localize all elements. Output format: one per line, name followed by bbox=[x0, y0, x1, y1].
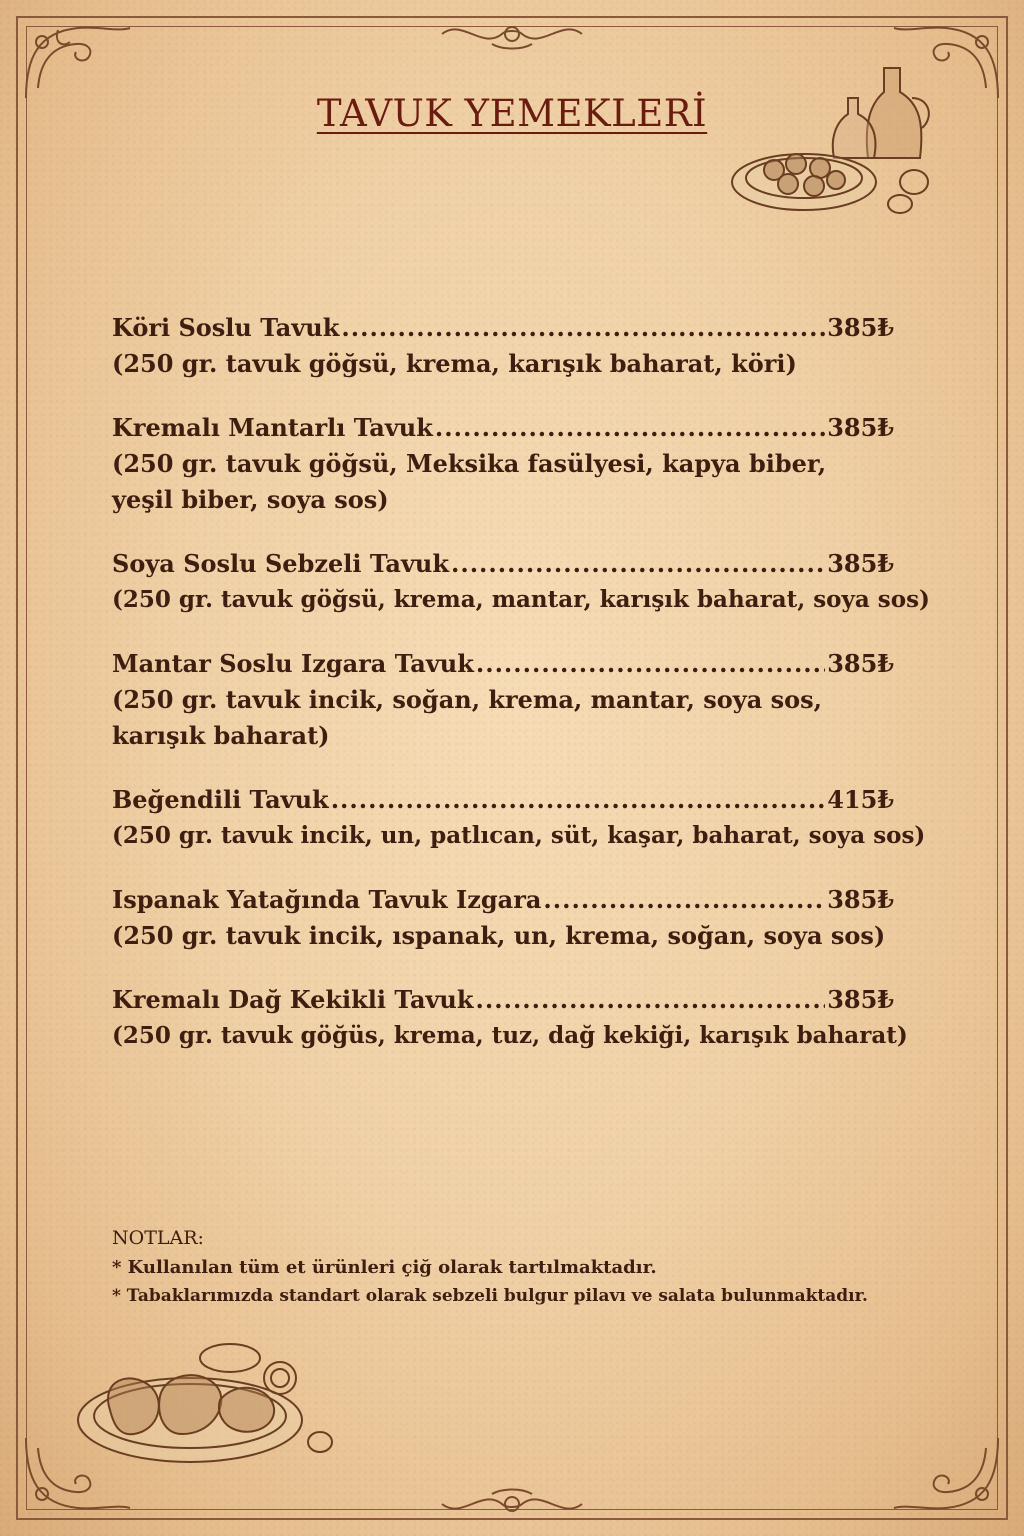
menu-item-line bbox=[112, 546, 894, 582]
note-line: * Kullanılan tüm et ürünleri çiğ olarak tartılmaktadır. bbox=[112, 1257, 657, 1278]
menu-item-price: 385₺ bbox=[827, 413, 894, 442]
menu-item-name: Soya Soslu Sebzeli Tavuk bbox=[112, 549, 449, 578]
menu-item-description: (250 gr. tavuk göğsü, krema, karışık baharat, köri) bbox=[112, 349, 797, 378]
menu-item-line bbox=[112, 310, 894, 346]
menu-list bbox=[112, 310, 932, 1082]
menu-item-price: 415₺ bbox=[827, 785, 894, 814]
menu-item-price: 385₺ bbox=[827, 985, 894, 1014]
menu-item bbox=[112, 782, 932, 854]
menu-item bbox=[112, 882, 932, 954]
menu-item-line bbox=[112, 782, 894, 818]
menu-item-name: Mantar Soslu Izgara Tavuk bbox=[112, 649, 474, 678]
dot-leader bbox=[451, 546, 825, 582]
dot-leader bbox=[435, 410, 825, 446]
dot-leader bbox=[341, 310, 825, 346]
top-center-flourish-icon bbox=[432, 14, 592, 54]
menu-item-price: 385₺ bbox=[827, 885, 894, 914]
note-line: * Tabaklarımızda standart olarak sebzeli bulgur pilavı ve salata bulunmaktadır. bbox=[112, 1286, 868, 1306]
menu-item-name: Köri Soslu Tavuk bbox=[112, 313, 340, 342]
menu-item-line bbox=[112, 982, 894, 1018]
menu-item bbox=[112, 410, 932, 518]
menu-item-line bbox=[112, 646, 894, 682]
menu-item-description: (250 gr. tavuk göğüs, krema, tuz, dağ kekiği, karışık baharat) bbox=[112, 1022, 908, 1049]
menu-item-line bbox=[112, 882, 894, 918]
menu-item bbox=[112, 646, 932, 754]
oil-bottle-and-meatball-plate-illustration bbox=[724, 58, 954, 223]
corner-flourish-icon bbox=[886, 1428, 1006, 1518]
menu-item-price: 385₺ bbox=[827, 549, 894, 578]
menu-item-description: (250 gr. tavuk incik, ıspanak, un, krema, soğan, soya sos) bbox=[112, 921, 886, 950]
dot-leader bbox=[331, 782, 826, 818]
roast-chicken-plate-illustration bbox=[70, 1330, 350, 1470]
menu-item-description: (250 gr. tavuk göğsü, Meksika fasülyesi, kapya biber, yeşil biber, soya sos) bbox=[112, 449, 827, 514]
page-title: TAVUK YEMEKLERİ bbox=[316, 92, 708, 135]
menu-item-description: (250 gr. tavuk incik, un, patlıcan, süt, kaşar, baharat, soya sos) bbox=[112, 822, 926, 849]
notes-section bbox=[112, 1224, 868, 1311]
menu-item-price: 385₺ bbox=[827, 649, 894, 678]
menu-item-description: (250 gr. tavuk incik, soğan, krema, mantar, soya sos, karışık baharat) bbox=[112, 685, 823, 750]
dot-leader bbox=[476, 646, 825, 682]
notes-title: NOTLAR: bbox=[112, 1227, 204, 1249]
bottom-center-flourish-icon bbox=[432, 1484, 592, 1524]
menu-item-price: 385₺ bbox=[827, 313, 894, 342]
menu-item-name: Ispanak Yatağında Tavuk Izgara bbox=[112, 885, 542, 914]
menu-item-description: (250 gr. tavuk göğsü, krema, mantar, karışık baharat, soya sos) bbox=[112, 586, 930, 613]
menu-item-name: Kremalı Mantarlı Tavuk bbox=[112, 413, 433, 442]
menu-item-name: Beğendili Tavuk bbox=[112, 785, 329, 814]
dot-leader bbox=[476, 982, 826, 1018]
menu-item-line bbox=[112, 410, 894, 446]
menu-item bbox=[112, 982, 932, 1054]
menu-item bbox=[112, 546, 932, 618]
menu-item-name: Kremalı Dağ Kekikli Tavuk bbox=[112, 985, 474, 1014]
menu-item bbox=[112, 310, 932, 382]
dot-leader bbox=[543, 882, 825, 918]
